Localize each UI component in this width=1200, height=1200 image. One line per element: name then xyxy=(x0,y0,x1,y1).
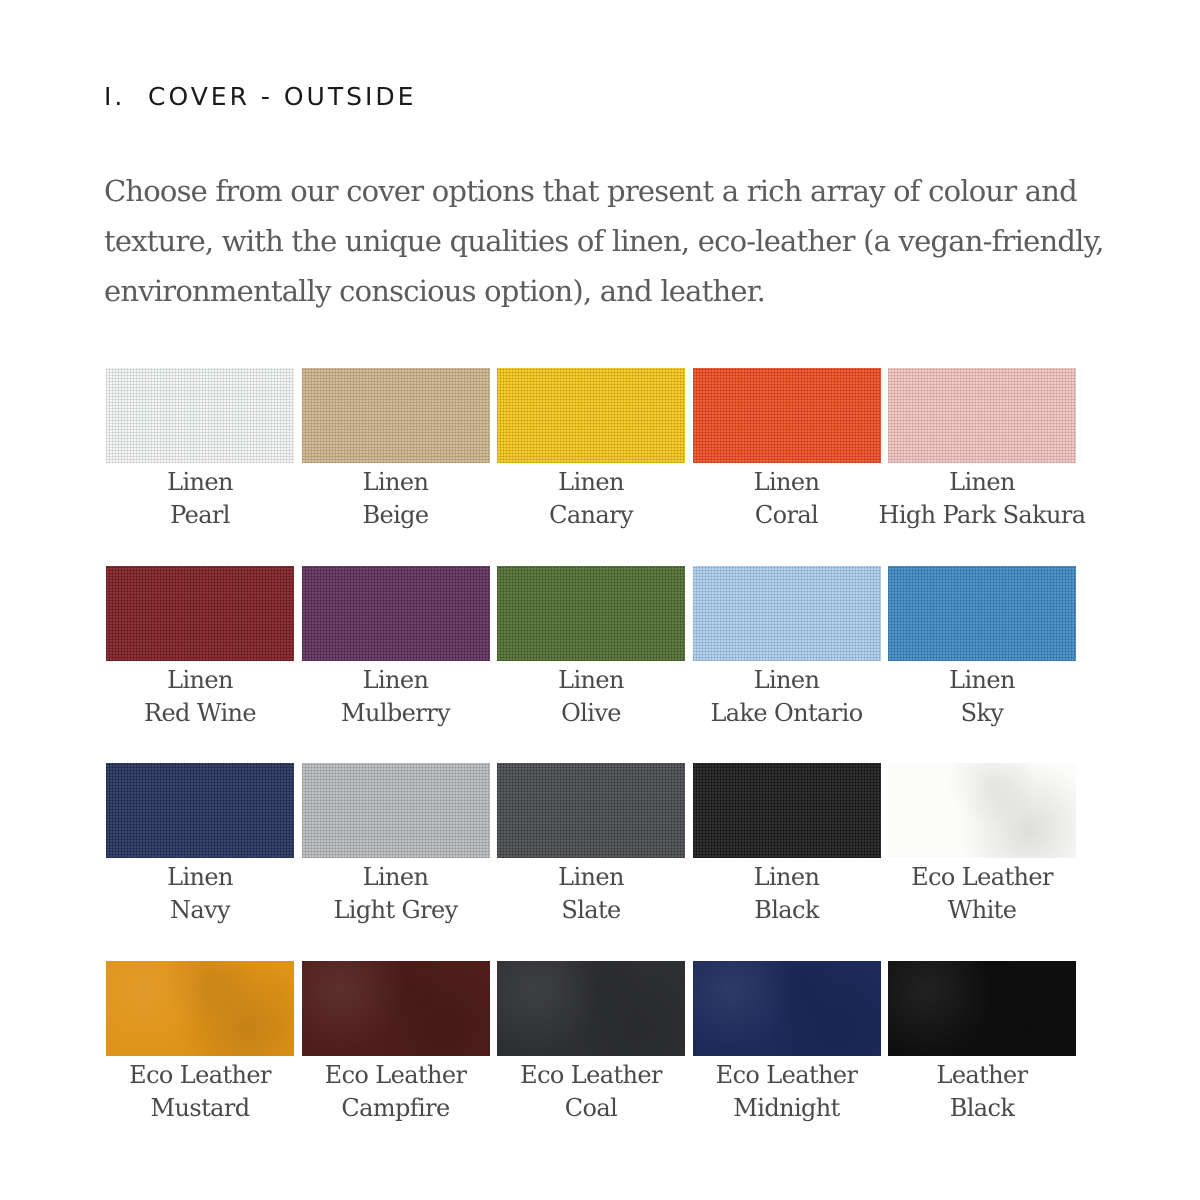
swatch-material: Linen xyxy=(167,665,233,694)
swatch-color-name: Pearl xyxy=(170,501,230,529)
swatch-color-name: Canary xyxy=(549,501,633,529)
swatch-label xyxy=(677,861,897,927)
color-swatch xyxy=(693,368,881,463)
section-number: I. xyxy=(104,82,126,111)
swatch-material: Eco Leather xyxy=(520,1060,662,1089)
color-swatch xyxy=(302,566,490,661)
color-swatch xyxy=(497,763,685,858)
cover-option xyxy=(888,763,1076,961)
swatch-color-name: Campfire xyxy=(341,1093,450,1122)
swatch-color-name: White xyxy=(947,896,1017,924)
swatch-material: Linen xyxy=(362,468,429,496)
cover-option xyxy=(106,368,294,566)
swatch-label xyxy=(286,1059,506,1125)
swatch-color-name: Sky xyxy=(960,698,1004,727)
color-swatch xyxy=(693,763,881,858)
swatch-material: Linen xyxy=(558,468,624,496)
swatch-material: Linen xyxy=(949,665,1015,694)
swatch-color-name: Red Wine xyxy=(143,698,257,727)
cover-option xyxy=(302,368,490,566)
swatch-color-name: Coal xyxy=(564,1093,618,1122)
color-swatch xyxy=(106,566,294,661)
cover-option xyxy=(888,566,1076,764)
swatch-color-name: Mustard xyxy=(150,1093,250,1122)
swatch-label xyxy=(90,861,310,927)
swatch-material: Eco Leather xyxy=(129,1060,271,1089)
color-swatch xyxy=(302,763,490,858)
intro-paragraph: Choose from our cover options that present a rich array of colour and texture, with the unique qualities of linen, eco-leather (a vegan-friendly, environmentally conscious option), and leather. xyxy=(104,174,1104,308)
swatch-label xyxy=(872,1059,1092,1125)
swatch-material: Linen xyxy=(167,863,233,891)
cover-option xyxy=(693,763,881,961)
cover-option xyxy=(693,566,881,764)
swatch-material: Leather xyxy=(936,1060,1028,1089)
cover-option xyxy=(878,368,1086,566)
swatch-material: Eco Leather xyxy=(324,1060,467,1089)
cover-option xyxy=(106,566,294,764)
color-swatch xyxy=(888,961,1076,1056)
cover-option xyxy=(497,566,685,764)
cover-option xyxy=(497,961,685,1159)
color-swatch xyxy=(497,368,685,463)
color-swatch xyxy=(497,566,685,661)
color-swatch xyxy=(888,763,1076,858)
swatch-color-name: Light Grey xyxy=(333,896,458,924)
color-swatch xyxy=(693,566,881,661)
swatch-color-name: Olive xyxy=(561,698,621,727)
color-swatch xyxy=(888,368,1076,463)
swatch-material: Linen xyxy=(362,665,429,694)
swatch-color-name: Midnight xyxy=(733,1093,840,1122)
swatch-material: Linen xyxy=(753,468,820,496)
swatch-label xyxy=(481,861,701,927)
color-swatch xyxy=(106,961,294,1056)
cover-option xyxy=(693,961,881,1159)
swatch-material: Eco Leather xyxy=(911,863,1053,891)
swatch-material: Linen xyxy=(753,863,820,891)
swatch-label xyxy=(481,1059,701,1125)
swatch-color-name: Coral xyxy=(754,501,819,529)
swatch-label xyxy=(286,466,506,532)
cover-option xyxy=(302,763,490,961)
swatch-color-name: Black xyxy=(754,896,819,924)
color-swatch xyxy=(302,368,490,463)
swatch-label xyxy=(872,664,1092,730)
swatch-grid xyxy=(106,368,1086,1158)
swatch-material: Linen xyxy=(362,863,429,891)
swatch-color-name: Black xyxy=(949,1093,1015,1122)
color-swatch xyxy=(106,368,294,463)
swatch-label xyxy=(872,861,1092,927)
swatch-color-name: Slate xyxy=(561,896,621,924)
cover-option xyxy=(302,566,490,764)
section-heading xyxy=(104,82,416,111)
swatch-label xyxy=(677,1059,897,1125)
swatch-material: Linen xyxy=(167,468,233,496)
swatch-label xyxy=(90,664,310,730)
color-swatch xyxy=(302,961,490,1056)
swatch-material: Linen xyxy=(558,863,624,891)
cover-option xyxy=(302,961,490,1159)
cover-option xyxy=(497,368,685,566)
swatch-label xyxy=(90,466,310,532)
cover-option xyxy=(888,961,1076,1159)
swatch-label xyxy=(481,664,701,730)
swatch-material: Linen xyxy=(753,665,820,694)
swatch-material: Linen xyxy=(558,665,624,694)
swatch-material: Linen xyxy=(949,468,1015,496)
swatch-color-name: Beige xyxy=(362,501,429,529)
swatch-color-name: Navy xyxy=(169,896,231,924)
swatch-label xyxy=(872,466,1092,532)
cover-option xyxy=(497,763,685,961)
cover-option xyxy=(693,368,881,566)
cover-option xyxy=(106,763,294,961)
color-swatch xyxy=(888,566,1076,661)
swatch-color-name: Mulberry xyxy=(341,698,450,727)
color-swatch xyxy=(106,763,294,858)
cover-option xyxy=(106,961,294,1159)
swatch-label xyxy=(677,466,897,532)
swatch-label xyxy=(677,664,897,730)
swatch-material: Eco Leather xyxy=(715,1060,858,1089)
swatch-label xyxy=(481,466,701,532)
color-swatch xyxy=(693,961,881,1056)
swatch-color-name: High Park Sakura xyxy=(878,501,1086,529)
color-swatch xyxy=(497,961,685,1056)
swatch-label xyxy=(286,664,506,730)
swatch-label xyxy=(90,1059,310,1125)
swatch-label xyxy=(286,861,506,927)
section-title: COVER - OUTSIDE xyxy=(148,82,417,111)
swatch-color-name: Lake Ontario xyxy=(710,698,863,727)
